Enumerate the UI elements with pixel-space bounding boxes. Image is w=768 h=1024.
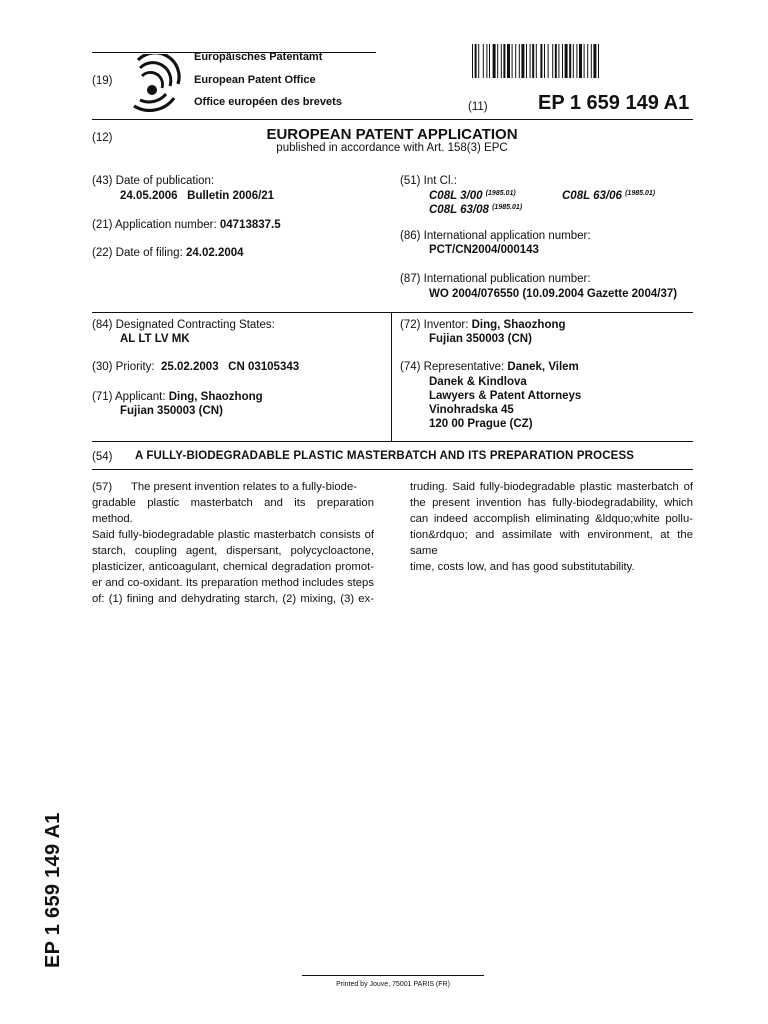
document-type-title: EUROPEAN PATENT APPLICATION: [266, 126, 518, 143]
biblio-87: [400, 272, 591, 286]
code-51: (51): [400, 175, 421, 187]
inventor-label: Inventor:: [423, 319, 469, 331]
international-application-value: PCT/CN2004/000143: [429, 244, 539, 256]
barcode-bar: [478, 44, 479, 78]
barcode-bar: [598, 44, 599, 78]
designated-states-label: Designated Contracting States:: [115, 319, 275, 331]
publication-date-value: 24.05.2006 Bulletin 2006/21: [120, 190, 275, 202]
code-74: (74): [400, 361, 421, 373]
barcode-bar: [512, 44, 513, 78]
abstract-line: Said fully-biodegradable plastic masterbatch consists of: [92, 529, 374, 541]
code-71: (71): [92, 391, 113, 403]
printer-credit: Printed by Jouve, 75001 PARIS (FR): [336, 981, 450, 988]
barcode-bar: [493, 44, 496, 78]
barcode-bar: [579, 44, 582, 78]
barcode-bar: [530, 44, 531, 78]
representative-city: 120 00 Prague (CZ): [429, 418, 533, 430]
barcode-bar: [501, 44, 502, 78]
representative-street: Vinohradska 45: [429, 404, 514, 416]
office-name-en: European Patent Office: [194, 74, 316, 86]
inventor-name: Ding, Shaozhong: [471, 319, 566, 331]
designated-states-value: AL LT LV MK: [120, 333, 190, 345]
side-publication-number: EP 1 659 149 A1: [42, 812, 64, 968]
abstract-column-1: [92, 479, 374, 607]
classification-2: [562, 187, 655, 203]
code-86: (86): [400, 230, 421, 242]
filing-date-label: Date of filing:: [115, 247, 183, 259]
classification-code: C08L 63/08: [429, 204, 489, 216]
publication-date-label: Date of publication:: [115, 175, 215, 187]
barcode-bar: [515, 44, 516, 78]
barcode-bar: [483, 44, 484, 78]
barcode-bar: [576, 44, 577, 78]
abstract-line: plasticizer, anticoagulant, chemical degradation promot-: [92, 561, 374, 573]
international-application-label: International application number:: [423, 230, 591, 242]
biblio-22: [92, 246, 244, 260]
title-rule: [92, 469, 693, 470]
applicant-address: Fujian 350003 (CN): [120, 405, 223, 417]
classification-version: (1985.01): [485, 190, 516, 197]
filing-date-value: 24.02.2004: [185, 247, 244, 259]
applicant-label: Applicant:: [115, 391, 166, 403]
abstract-line: time, costs low, and has good substitutability.: [410, 561, 635, 573]
biblio-84: [92, 318, 275, 332]
biblio-30: [92, 360, 299, 374]
barcode-bar: [565, 44, 568, 78]
office-name-fr: Office européen des brevets: [194, 96, 342, 108]
barcode-bar: [503, 44, 505, 78]
classification-code: C08L 3/00: [429, 190, 483, 202]
barcode-bar: [558, 44, 559, 78]
document-type-subtitle: published in accordance with Art. 158(3) EPC: [276, 142, 508, 154]
code-21: (21): [92, 219, 113, 231]
international-publication-label: International publication number:: [423, 273, 591, 285]
abstract-line: starch, coupling agent, dispersant, polycycloactone,: [92, 545, 374, 557]
epo-logo-icon: [128, 54, 184, 112]
invention-title: A FULLY-BIODEGRADABLE PLASTIC MASTERBATCH AND ITS PREPARATION PROCESS: [135, 450, 635, 462]
representative-firm-type: Lawyers & Patent Attorneys: [429, 390, 582, 402]
representative-name: Danek, Vilem: [507, 361, 579, 373]
biblio-71: [92, 390, 263, 404]
code-57: (57): [92, 481, 113, 493]
barcode-bar: [475, 44, 477, 78]
int-cl-label: Int Cl.:: [423, 175, 457, 187]
abstract-text: The present invention relates to a fully-biode-: [130, 481, 358, 493]
classification-code: C08L 63/06: [562, 190, 622, 202]
barcode-bar: [569, 44, 571, 78]
code-54: (54): [92, 451, 113, 463]
barcode-bar: [587, 44, 588, 78]
biblio-74: [400, 360, 579, 374]
classification-version: (1985.01): [625, 190, 656, 197]
code-11: (11): [468, 101, 488, 113]
publication-number: EP 1 659 149 A1: [538, 92, 690, 114]
abstract-line: er and co-oxidant. Its preparation method includes steps: [92, 577, 374, 589]
code-87: (87): [400, 273, 421, 285]
abstract-line: truding. Said fully-biodegradable plastic masterbatch of: [410, 481, 693, 493]
barcode-bar: [532, 44, 534, 78]
barcode-bar: [584, 44, 585, 78]
code-12: (12): [92, 132, 113, 144]
abstract-line: tion&rdquo; and assimilate with environment, at the same: [410, 529, 693, 557]
code-43: (43): [92, 175, 113, 187]
biblio-51: [400, 174, 457, 188]
priority-value: 25.02.2003 CN 03105343: [161, 361, 300, 373]
abstract-column-2: [410, 479, 693, 575]
code-22: (22): [92, 247, 113, 259]
biblio-86: [400, 229, 591, 243]
barcode-bar: [519, 44, 520, 78]
application-number-value: 04713837.5: [219, 219, 281, 231]
abstract-line: [92, 479, 374, 495]
priority-label: Priority:: [115, 361, 155, 373]
code-72: (72): [400, 319, 421, 331]
header-rule: [92, 119, 693, 120]
parties-top-rule: [92, 312, 693, 313]
barcode-bar: [540, 44, 542, 78]
barcode-bar: [555, 44, 557, 78]
parties-bottom-rule: [92, 441, 693, 442]
classification-3: [429, 201, 522, 217]
footer-rule: [302, 975, 484, 976]
barcode-bar: [573, 44, 574, 78]
barcode-bar: [536, 44, 537, 78]
office-name-de: Europäisches Patentamt: [194, 51, 323, 63]
applicant-name: Ding, Shaozhong: [168, 391, 263, 403]
abstract-line: the present invention has fully-biodegradability, which: [410, 497, 693, 509]
biblio-72: [400, 318, 566, 332]
biblio-21: [92, 218, 281, 232]
barcode-bar: [472, 44, 473, 78]
barcode-bar: [544, 44, 545, 78]
barcode-bar: [526, 44, 527, 78]
representative-firm: Danek & Kindlova: [429, 376, 527, 388]
parties-divider: [391, 312, 392, 442]
abstract-line: gradable plastic masterbatch and its preparation method.: [92, 497, 374, 525]
biblio-43: [92, 174, 214, 188]
code-84: (84): [92, 319, 113, 331]
barcode-bar: [593, 44, 596, 78]
barcode-bar: [497, 44, 498, 78]
barcode-bar: [489, 44, 490, 78]
barcode-bar: [562, 44, 563, 78]
inventor-address: Fujian 350003 (CN): [429, 333, 532, 345]
code-30: (30): [92, 361, 113, 373]
barcode-bar: [552, 44, 553, 78]
barcode-bar: [591, 44, 592, 78]
classification-version: (1985.01): [492, 204, 523, 211]
barcode-bar: [548, 44, 549, 78]
application-number-label: Application number:: [115, 219, 217, 231]
barcode-bar: [486, 44, 487, 78]
abstract-line: can indeed accomplish eliminating &ldquo;white pollu-: [410, 513, 693, 525]
code-19: (19): [92, 75, 113, 87]
barcode-icon: [472, 44, 694, 80]
international-publication-value: WO 2004/076550 (10.09.2004 Gazette 2004/37): [429, 288, 678, 300]
representative-label: Representative:: [423, 361, 505, 373]
barcode-bar: [521, 44, 524, 78]
abstract-line: of: (1) fining and dehydrating starch, (2) mixing, (3) ex-: [92, 593, 374, 605]
barcode-bar: [507, 44, 510, 78]
